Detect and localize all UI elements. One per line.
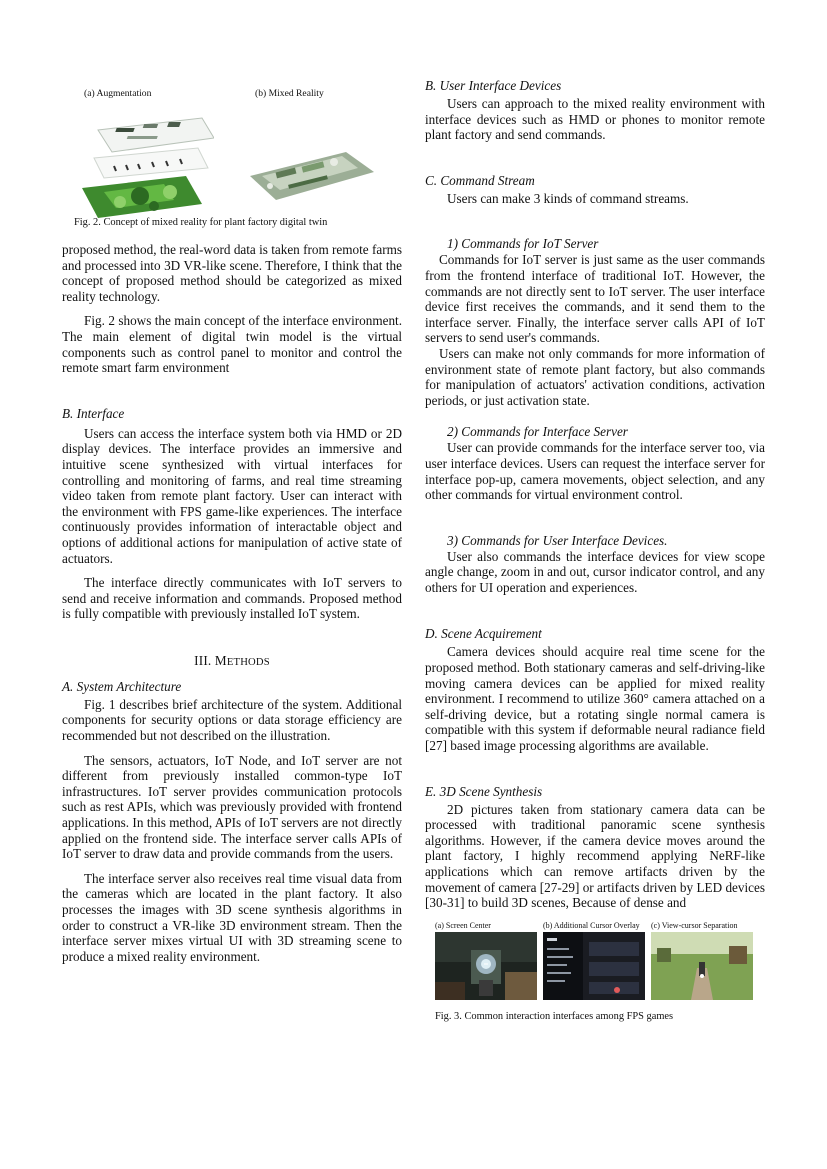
- fig2-mixed-reality-image: [246, 138, 376, 208]
- section-heading-methods: [62, 653, 402, 669]
- right-paragraph-3: Commands for IoT server is just same as the user commands from the frontend interface of traditional IoT. However, the commands are not directly sent to IoT server. The user interface device first receives the commands, and it send them to the interface server. Finally, the interface server calls API of IoT servers to send user's commands.: [425, 252, 765, 346]
- right-paragraph-1: Users can approach to the mixed reality environment with interface devices such as HMD or phones to monitor remote plant factory and send commands.: [425, 96, 765, 143]
- command-stream-heading: C. Command Stream: [425, 172, 535, 188]
- left-paragraph-5: Fig. 1 describes brief architecture of the system. Additional components for security options or data storage efficiency are recommended but not described on the illustration.: [62, 696, 402, 744]
- commands-interface-server-heading: 2) Commands for Interface Server: [447, 424, 628, 440]
- interface-heading: B. Interface: [62, 405, 125, 421]
- fig3-screen-center-image: [435, 932, 537, 1000]
- left-paragraph-1: proposed method, the real-word data is taken from remote farms and processed into 3D VR-like scene. Therefore, I think that the concept of proposed method should be categorized as mixed reality technology.: [62, 242, 402, 304]
- commands-iot-server-heading: 1) Commands for IoT Server: [447, 236, 599, 252]
- fig2-augmentation-image: [74, 108, 214, 218]
- fig3-label-b: (b) Additional Cursor Overlay: [543, 920, 640, 930]
- fig3-label-a: (a) Screen Center: [435, 920, 491, 930]
- fig3-label-c: (c) View-cursor Separation: [651, 920, 738, 930]
- fig2-caption: Fig. 2. Concept of mixed reality for plant factory digital twin: [74, 217, 328, 228]
- commands-user-interface-devices-heading: 3) Commands for User Interface Devices.: [447, 532, 668, 548]
- section-title-rest: ETHODS: [226, 656, 270, 668]
- fig3-view-cursor-separation-image: [651, 932, 753, 1000]
- 3d-scene-synthesis-heading: E. 3D Scene Synthesis: [425, 783, 543, 799]
- fig2-label-b: (b) Mixed Reality: [255, 88, 324, 99]
- scene-acquirement-heading: D. Scene Acquirement: [425, 626, 542, 642]
- left-column: [62, 78, 402, 964]
- section-number: III.: [194, 652, 215, 668]
- fig3-caption: Fig. 3. Common interaction interfaces among FPS games: [435, 1010, 674, 1022]
- right-paragraph-6: User also commands the interface devices for view scope angle change, zoom in and out, cursor indicator control, and any others for UI operation and experiences.: [425, 548, 765, 595]
- left-paragraph-7: The interface server also receives real time visual data from the cameras which are located in the plant factory. It also processes the images with 3D scene synthesis algorithms in order to construct a VR-like 3D environment stream. Then the interface server mixes virtual UI with 3D streaming scene to produce a mixed reality environment.: [62, 870, 402, 964]
- user-interface-devices-heading: B. User Interface Devices: [425, 78, 562, 93]
- figure-3: [425, 920, 765, 1006]
- fig3-cursor-overlay-image: [543, 932, 645, 1000]
- left-paragraph-4: The interface directly communicates with IoT servers to send and receive information and commands. Proposed method is fully compatible with previously installed IoT system.: [62, 575, 402, 622]
- system-architecture-heading: A. System Architecture: [62, 678, 182, 694]
- left-paragraph-3: Users can access the interface system both via HMD or 2D display devices. The interface provides an immersive and intuitive scene synthesized with virtual interfaces for controlling and monitoring of farms, and real time streaming video taken from remote plant factory. User can interact with the environment with FPS game-like experiences. The interface continuously provides information of interactable object and options of additional actions for manipulation of active state of actuators.: [62, 425, 402, 566]
- figure-2: [62, 78, 402, 228]
- left-paragraph-6: The sensors, actuators, IoT Node, and IoT server are not different from previously installed common-type IoT infrastructures. IoT server provides communication protocols such as rest APIs, which was previously provided with frontend applications. In this method, APIs of IoT servers are not directly applied on the frontend side. The interface server calls APIs of IoT server to draw data and provide commands from the users.: [62, 752, 402, 862]
- right-paragraph-7: Camera devices should acquire real time scene for the proposed method. Both stationary cameras and self-driving-like moving camera devices can be applied for mixed reality environment. I recommend to utilize 360° camera attached on a self-driving device, but a rotating single normal camera is compatible with this system if deformable neural radiance field [27] based image processing algorithms are available.: [425, 644, 765, 754]
- fig2-label-a: (a) Augmentation: [84, 88, 152, 99]
- section-title-initial: M: [214, 652, 227, 668]
- right-column: [425, 78, 765, 1023]
- right-paragraph-8: 2D pictures taken from stationary camera data can be processed with traditional panoramic scene synthesis algorithms. However, if the camera device moves around the plant factory, I highly recommend applying NeRF-like applications which can remove artifacts driven by the movement of camera [27-29] or artifacts driven by LED devices [30-31] to build 3D scenes, Because of dense and: [425, 801, 765, 911]
- left-paragraph-2: Fig. 2 shows the main concept of the interface environment. The main element of digital twin model is the virtual components such as control panel to monitor and control the remote smart farm environment: [62, 313, 402, 376]
- right-paragraph-2: Users can make 3 kinds of command streams.: [447, 190, 689, 206]
- right-paragraph-4: Users can make not only commands for more information of environment state of remote plant factory, but also commands for manipulation of actuators' activation conditions, activation periods, or just activation state.: [425, 345, 765, 408]
- right-paragraph-5: User can provide commands for the interface server too, via user interface devices. Users can request the interface server for interface pop-up, camera movements, object selection, and any other commands for virtual environment control.: [425, 440, 765, 503]
